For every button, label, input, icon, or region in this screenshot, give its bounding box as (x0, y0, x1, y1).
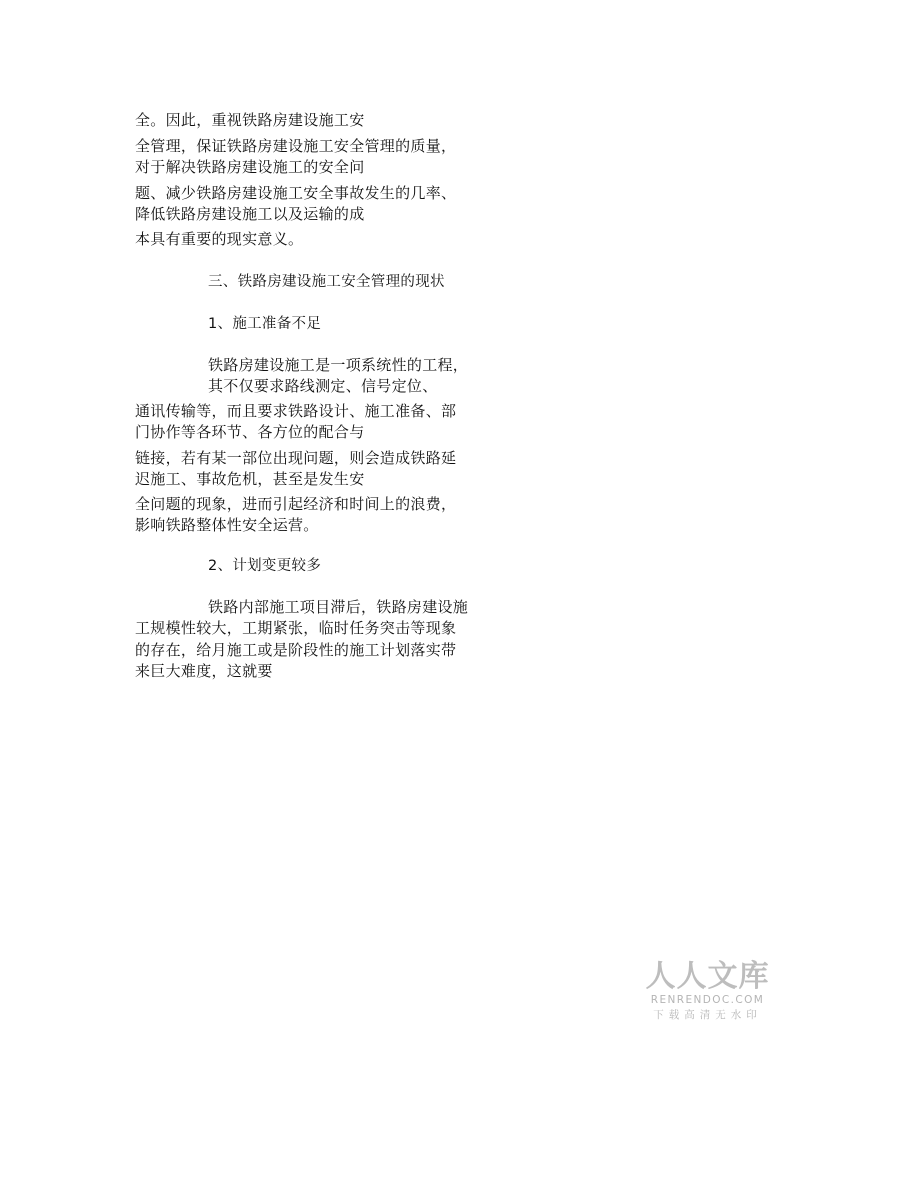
watermark (640, 960, 775, 1022)
section-heading: 三、铁路房建设施工安全管理的现状 (208, 274, 445, 290)
watermark-url: RENRENDOC.COM (650, 994, 765, 1006)
subheading-plan-changes: 2、计划变更较多 (208, 558, 322, 574)
text-line: 工规模性较大，工期紧张，临时任务突击等现象 (135, 619, 457, 637)
text-line: 链接，若有某一部位出现问题，则会造成铁路延 (135, 449, 457, 467)
text-line: 降低铁路房建设施工以及运输的成 (135, 205, 365, 223)
text-line: 通讯传输等，而且要求铁路设计、施工准备、部 (135, 402, 457, 420)
text-line: 本具有重要的现实意义。 (135, 230, 304, 248)
text-line: 全管理，保证铁路房建设施工安全管理的质量， (135, 137, 457, 155)
watermark-logo: 人人文库 (645, 959, 770, 994)
text-line: 门协作等各环节、各方位的配合与 (135, 423, 365, 441)
subheading-preparation: 1、施工准备不足 (208, 316, 322, 332)
text-line: 来巨大难度，这就要 (135, 662, 273, 680)
text-line: 全。因此，重视铁路房建设施工安 (135, 111, 365, 129)
text-line: 其不仅要求路线测定、信号定位、 (208, 377, 438, 395)
text-line: 铁路内部施工项目滞后，铁路房建设施 (208, 598, 469, 616)
text-line: 迟施工、事故危机，甚至是发生安 (135, 470, 365, 488)
text-line: 铁路房建设施工是一项系统性的工程， (208, 356, 469, 374)
text-line: 对于解决铁路房建设施工的安全问 (135, 158, 365, 176)
text-line: 的存在，给月施工或是阶段性的施工计划落实带 (135, 641, 457, 659)
text-line: 全问题的现象，进而引起经济和时间上的浪费， (135, 495, 457, 513)
text-line: 题、减少铁路房建设施工安全事故发生的几率、 (135, 184, 457, 202)
text-line: 影响铁路整体性安全运营。 (135, 516, 319, 534)
watermark-tagline: 下载高清无水印 (653, 1009, 762, 1021)
